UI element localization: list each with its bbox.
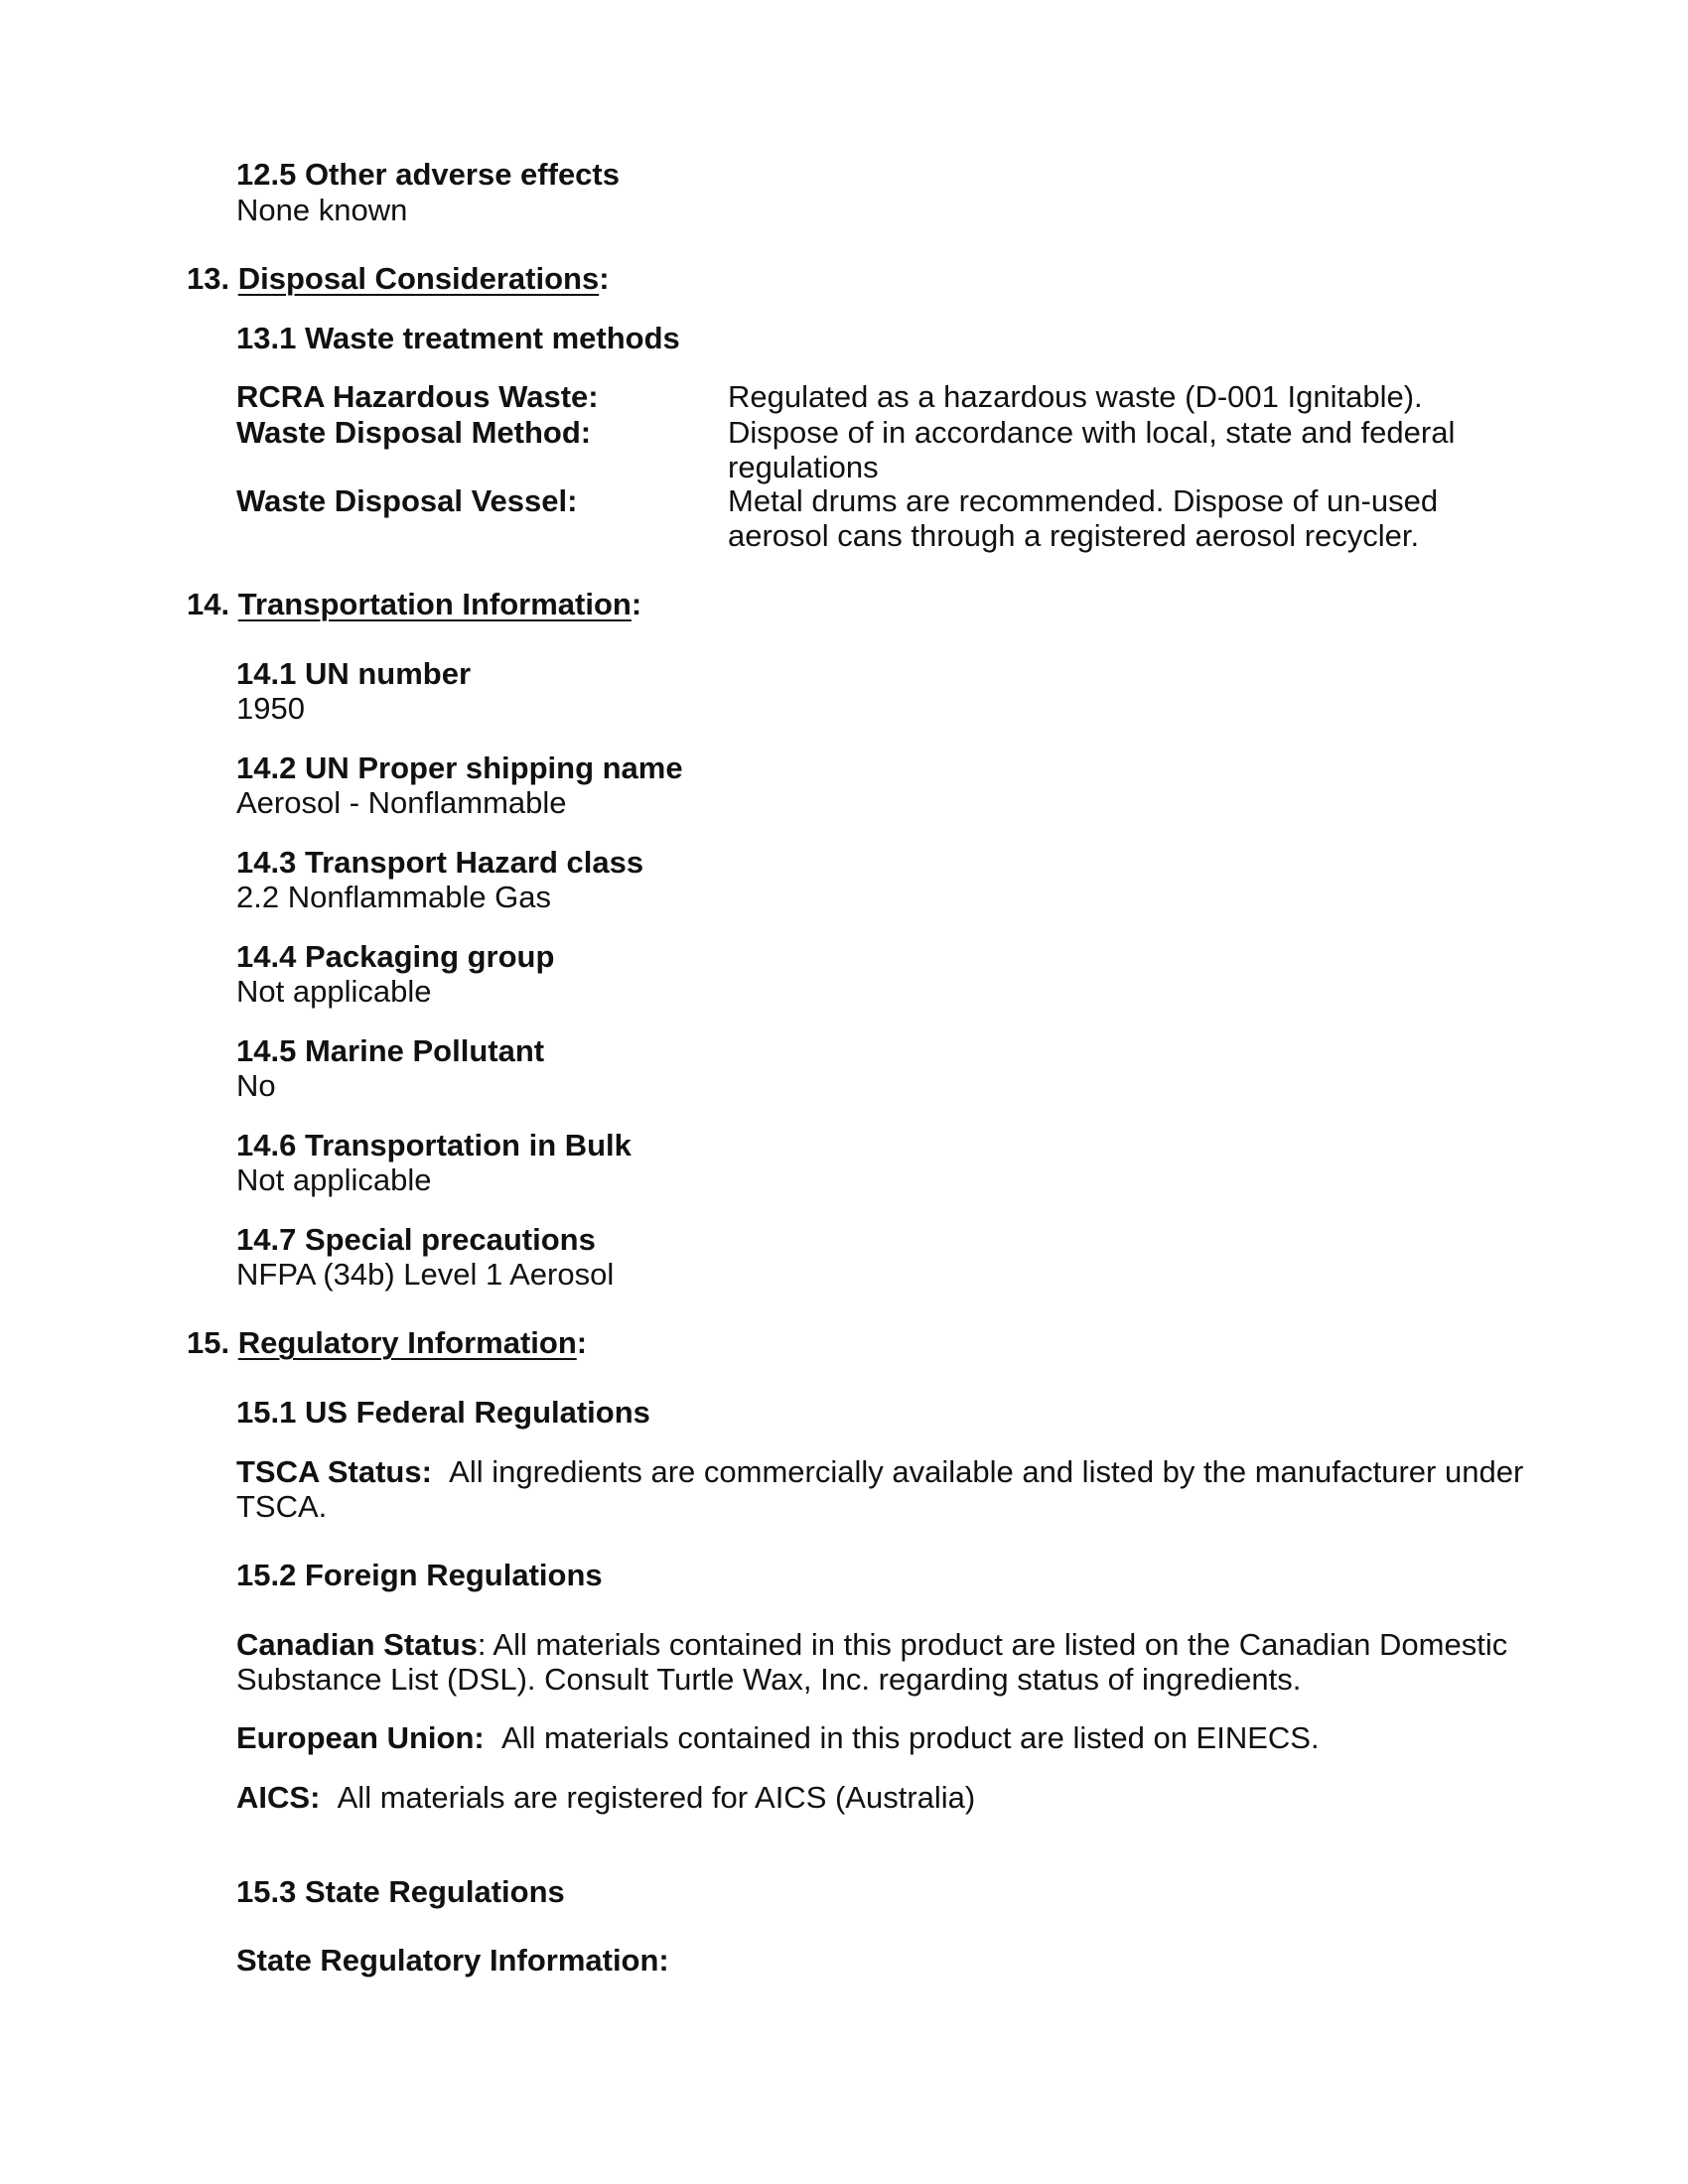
section-14-5-heading: 14.5 Marine Pollutant xyxy=(236,1033,545,1068)
canadian-text: : All materials contained in this product are listed on the Canadian Domestic xyxy=(477,1627,1508,1662)
section-14-7-text: NFPA (34b) Level 1 Aerosol xyxy=(236,1257,615,1292)
disposal-vessel-value-line1: Metal drums are recommended. Dispose of un-used xyxy=(728,483,1439,518)
section-title: Transportation Information xyxy=(237,587,632,621)
section-15-3-heading: 15.3 State Regulations xyxy=(236,1874,565,1909)
tsca-text: All ingredients are commercially available and listed by the manufacturer under xyxy=(449,1454,1524,1489)
section-12-5-text: None known xyxy=(236,193,408,227)
section-number: 14. xyxy=(187,587,230,621)
section-14-3-text: 2.2 Nonflammable Gas xyxy=(236,880,552,914)
aics-line xyxy=(236,1780,975,1816)
section-number: 13. xyxy=(187,261,230,296)
section-number: 15. xyxy=(187,1325,230,1360)
section-14-4-text: Not applicable xyxy=(236,974,432,1009)
section-15-1-heading: 15.1 US Federal Regulations xyxy=(236,1395,650,1430)
section-14-header xyxy=(187,587,641,622)
section-14-2-text: Aerosol - Nonflammable xyxy=(236,785,567,820)
section-13-header xyxy=(187,261,610,297)
disposal-vessel-value-line2: aerosol cans through a registered aerosol recycler. xyxy=(728,518,1420,553)
section-12-5-heading: 12.5 Other adverse effects xyxy=(236,157,620,192)
section-14-3-heading: 14.3 Transport Hazard class xyxy=(236,845,644,880)
section-14-5-text: No xyxy=(236,1068,276,1103)
rcra-value: Regulated as a hazardous waste (D-001 Ignitable). xyxy=(728,379,1423,414)
section-15-2-heading: 15.2 Foreign Regulations xyxy=(236,1558,603,1592)
aics-text: All materials are registered for AICS (Australia) xyxy=(337,1780,976,1815)
section-14-1-text: 1950 xyxy=(236,691,305,726)
section-14-6-text: Not applicable xyxy=(236,1162,432,1197)
aics-label: AICS: xyxy=(236,1780,321,1815)
disposal-vessel-label: Waste Disposal Vessel: xyxy=(236,483,578,518)
section-14-2-heading: 14.2 UN Proper shipping name xyxy=(236,751,683,785)
tsca-line2: TSCA. xyxy=(236,1489,328,1524)
section-colon: : xyxy=(599,261,610,296)
disposal-method-value-line2: regulations xyxy=(728,450,879,484)
disposal-method-label: Waste Disposal Method: xyxy=(236,415,592,450)
section-14-6-heading: 14.6 Transportation in Bulk xyxy=(236,1128,632,1162)
eu-line xyxy=(236,1720,1320,1756)
section-13-1-heading: 13.1 Waste treatment methods xyxy=(236,321,680,355)
section-14-4-heading: 14.4 Packaging group xyxy=(236,939,555,974)
tsca-line1 xyxy=(236,1454,1523,1490)
eu-label: European Union: xyxy=(236,1720,485,1755)
canadian-line2: Substance List (DSL). Consult Turtle Wax, Inc. regarding status of ingredients. xyxy=(236,1662,1302,1697)
tsca-label: TSCA Status: xyxy=(236,1454,432,1489)
canadian-label: Canadian Status xyxy=(236,1627,478,1662)
section-15-header xyxy=(187,1325,587,1361)
section-colon: : xyxy=(631,587,642,621)
canadian-line1 xyxy=(236,1627,1507,1663)
rcra-label: RCRA Hazardous Waste: xyxy=(236,379,599,414)
disposal-method-value-line1: Dispose of in accordance with local, state and federal xyxy=(728,415,1456,450)
section-title: Disposal Considerations xyxy=(237,261,600,296)
section-14-7-heading: 14.7 Special precautions xyxy=(236,1222,596,1257)
section-14-1-heading: 14.1 UN number xyxy=(236,656,472,691)
section-title: Regulatory Information xyxy=(237,1325,577,1360)
section-colon: : xyxy=(576,1325,588,1360)
state-regulatory-label: State Regulatory Information: xyxy=(236,1943,669,1978)
eu-text: All materials contained in this product are listed on EINECS. xyxy=(500,1720,1320,1755)
